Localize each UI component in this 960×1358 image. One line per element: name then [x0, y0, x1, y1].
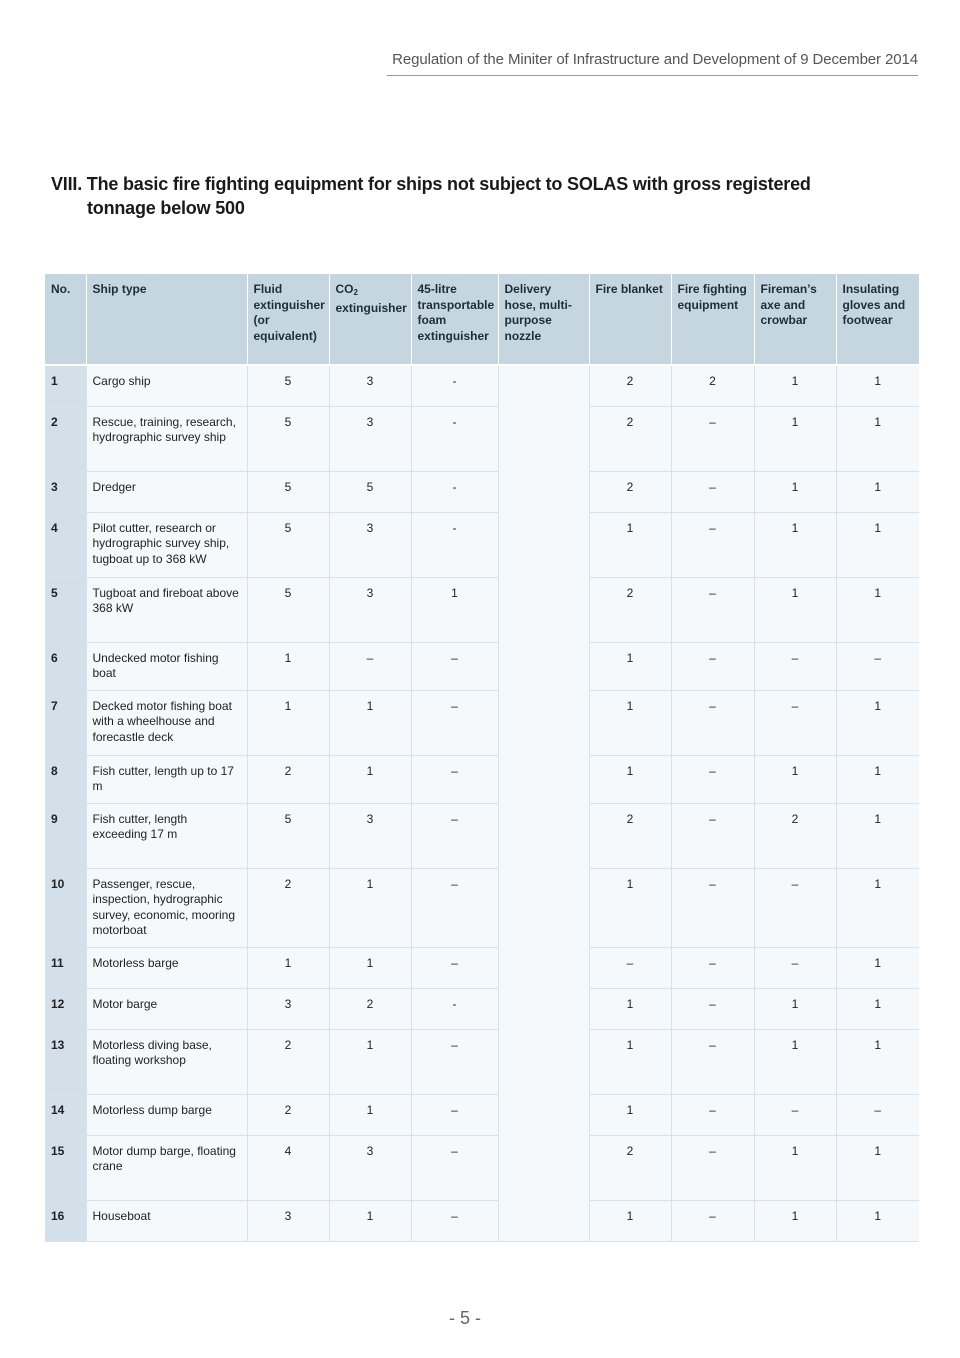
table-row — [45, 868, 919, 947]
col-header-hose: Delivery hose, multi-purpose nozzle — [498, 274, 589, 365]
fluid-cell: 5 — [247, 406, 329, 471]
blanket-cell: 1 — [589, 755, 671, 803]
header-rule — [387, 75, 918, 76]
co2-subscript: 2 — [353, 288, 358, 297]
col-header-ship-type: Ship type — [86, 274, 247, 365]
table-row — [45, 1135, 919, 1200]
blanket-cell: 2 — [589, 365, 671, 406]
blanket-cell: 1 — [589, 988, 671, 1029]
ship-type-cell: Decked motor fishing boat with a wheelhouse and forecastle deck — [86, 690, 247, 755]
fluid-cell: 5 — [247, 577, 329, 642]
fighting-cell: – — [671, 1200, 754, 1241]
gloves-cell: 1 — [836, 512, 919, 577]
col-header-no: No. — [45, 274, 86, 365]
table-row — [45, 365, 919, 406]
foam-cell: – — [411, 868, 498, 947]
co2-cell: 3 — [329, 1135, 411, 1200]
gloves-cell: 1 — [836, 803, 919, 868]
ship-type-cell: Fish cutter, length up to 17 m — [86, 755, 247, 803]
blanket-cell: 2 — [589, 803, 671, 868]
ship-type-cell: Rescue, training, research, hydrographic survey ship — [86, 406, 247, 471]
section-title — [51, 172, 811, 220]
table-row — [45, 803, 919, 868]
equipment-table — [45, 274, 919, 1242]
co2-cell: 1 — [329, 1094, 411, 1135]
axe-cell: – — [754, 642, 836, 690]
row-number: 3 — [45, 471, 86, 512]
ship-type-cell: Undecked motor fishing boat — [86, 642, 247, 690]
axe-cell: 1 — [754, 1029, 836, 1094]
axe-cell: 1 — [754, 988, 836, 1029]
row-number: 6 — [45, 642, 86, 690]
axe-cell: 1 — [754, 1200, 836, 1241]
fluid-cell: 4 — [247, 1135, 329, 1200]
blanket-cell: 1 — [589, 512, 671, 577]
axe-cell: 1 — [754, 1135, 836, 1200]
fighting-cell: 2 — [671, 365, 754, 406]
blanket-cell: 1 — [589, 1029, 671, 1094]
fluid-cell: 2 — [247, 868, 329, 947]
foam-cell: - — [411, 512, 498, 577]
axe-cell: – — [754, 1094, 836, 1135]
ship-type-cell: Motorless barge — [86, 947, 247, 988]
co2-cell: 1 — [329, 868, 411, 947]
col-header-gloves: Insulating gloves and footwear — [836, 274, 919, 365]
row-number: 16 — [45, 1200, 86, 1241]
foam-cell: – — [411, 1029, 498, 1094]
gloves-cell: 1 — [836, 690, 919, 755]
table-row — [45, 690, 919, 755]
table-row — [45, 1200, 919, 1241]
blanket-cell: – — [589, 947, 671, 988]
foam-cell: – — [411, 947, 498, 988]
co2-cell: 5 — [329, 471, 411, 512]
foam-cell: – — [411, 1200, 498, 1241]
axe-cell: – — [754, 690, 836, 755]
section-title-line2: tonnage below 500 — [87, 198, 245, 218]
ship-type-cell: Motorless diving base, floating workshop — [86, 1029, 247, 1094]
foam-cell: - — [411, 406, 498, 471]
delivery-hose-merged-cell — [498, 365, 589, 1241]
fighting-cell: – — [671, 1135, 754, 1200]
fighting-cell: – — [671, 690, 754, 755]
fighting-cell: – — [671, 406, 754, 471]
table-row — [45, 577, 919, 642]
foam-cell: – — [411, 690, 498, 755]
foam-cell: - — [411, 471, 498, 512]
co2-cell: 1 — [329, 690, 411, 755]
fighting-cell: – — [671, 988, 754, 1029]
col-header-fighting: Fire fighting equipment — [671, 274, 754, 365]
document-header: Regulation of the Miniter of Infrastructure and Development of 9 December 2014 — [392, 51, 918, 68]
foam-cell: – — [411, 1094, 498, 1135]
gloves-cell: 1 — [836, 1200, 919, 1241]
row-number: 10 — [45, 868, 86, 947]
co2-label: CO — [335, 282, 354, 296]
blanket-cell: 1 — [589, 1094, 671, 1135]
axe-cell: 1 — [754, 577, 836, 642]
co2-label-rest: extinguisher — [335, 300, 407, 315]
co2-cell: 3 — [329, 406, 411, 471]
row-number: 8 — [45, 755, 86, 803]
table-row — [45, 471, 919, 512]
row-number: 7 — [45, 690, 86, 755]
col-header-axe: Fireman’s axe and crowbar — [754, 274, 836, 365]
co2-cell: 1 — [329, 947, 411, 988]
foam-cell: - — [411, 988, 498, 1029]
fighting-cell: – — [671, 868, 754, 947]
axe-cell: – — [754, 868, 836, 947]
co2-cell: 1 — [329, 1200, 411, 1241]
ship-type-cell: Cargo ship — [86, 365, 247, 406]
gloves-cell: 1 — [836, 471, 919, 512]
col-header-co2 — [329, 274, 411, 365]
ship-type-cell: Dredger — [86, 471, 247, 512]
fighting-cell: – — [671, 755, 754, 803]
foam-cell: – — [411, 803, 498, 868]
table-row — [45, 642, 919, 690]
co2-cell: – — [329, 642, 411, 690]
blanket-cell: 1 — [589, 868, 671, 947]
ship-type-cell: Houseboat — [86, 1200, 247, 1241]
gloves-cell: 1 — [836, 1135, 919, 1200]
co2-cell: 1 — [329, 755, 411, 803]
axe-cell: 1 — [754, 512, 836, 577]
fluid-cell: 3 — [247, 1200, 329, 1241]
col-header-blanket: Fire blanket — [589, 274, 671, 365]
fluid-cell: 2 — [247, 1029, 329, 1094]
gloves-cell: 1 — [836, 947, 919, 988]
ship-type-cell: Pilot cutter, research or hydrographic survey ship, tugboat up to 368 kW — [86, 512, 247, 577]
axe-cell: 1 — [754, 471, 836, 512]
blanket-cell: 1 — [589, 642, 671, 690]
row-number: 1 — [45, 365, 86, 406]
blanket-cell: 2 — [589, 1135, 671, 1200]
table-row — [45, 512, 919, 577]
table-row — [45, 1029, 919, 1094]
co2-cell: 3 — [329, 512, 411, 577]
fluid-cell: 5 — [247, 803, 329, 868]
ship-type-cell: Tugboat and fireboat above 368 kW — [86, 577, 247, 642]
row-number: 11 — [45, 947, 86, 988]
ship-type-cell: Passenger, rescue, inspection, hydrographic survey, economic, mooring motorboat — [86, 868, 247, 947]
fluid-cell: 5 — [247, 512, 329, 577]
gloves-cell: 1 — [836, 1029, 919, 1094]
table-row — [45, 1094, 919, 1135]
ship-type-cell: Motorless dump barge — [86, 1094, 247, 1135]
co2-cell: 3 — [329, 577, 411, 642]
fluid-cell: 1 — [247, 642, 329, 690]
gloves-cell: 1 — [836, 755, 919, 803]
blanket-cell: 1 — [589, 1200, 671, 1241]
row-number: 13 — [45, 1029, 86, 1094]
gloves-cell: 1 — [836, 988, 919, 1029]
gloves-cell: 1 — [836, 868, 919, 947]
table-row — [45, 988, 919, 1029]
axe-cell: 1 — [754, 365, 836, 406]
fluid-cell: 2 — [247, 1094, 329, 1135]
fluid-cell: 3 — [247, 988, 329, 1029]
foam-cell: 1 — [411, 577, 498, 642]
co2-cell: 2 — [329, 988, 411, 1029]
fighting-cell: – — [671, 1094, 754, 1135]
section-title-line1: VIII. The basic fire fighting equipment for ships not subject to SOLAS with gross registered — [51, 174, 811, 194]
col-header-fluid: Fluid extinguisher (or equivalent) — [247, 274, 329, 365]
foam-cell: – — [411, 755, 498, 803]
co2-cell: 1 — [329, 1029, 411, 1094]
blanket-cell: 2 — [589, 406, 671, 471]
col-header-foam: 45-litre transportable foam extinguisher — [411, 274, 498, 365]
table-row — [45, 406, 919, 471]
axe-cell: 1 — [754, 406, 836, 471]
axe-cell: – — [754, 947, 836, 988]
blanket-cell: 2 — [589, 577, 671, 642]
row-number: 2 — [45, 406, 86, 471]
gloves-cell: 1 — [836, 365, 919, 406]
gloves-cell: – — [836, 642, 919, 690]
co2-cell: 3 — [329, 365, 411, 406]
ship-type-cell: Motor dump barge, floating crane — [86, 1135, 247, 1200]
fluid-cell: 2 — [247, 755, 329, 803]
fighting-cell: – — [671, 947, 754, 988]
table-header-row — [45, 274, 919, 365]
fluid-cell: 1 — [247, 690, 329, 755]
table-row — [45, 947, 919, 988]
fighting-cell: – — [671, 803, 754, 868]
row-number: 4 — [45, 512, 86, 577]
co2-cell: 3 — [329, 803, 411, 868]
axe-cell: 1 — [754, 755, 836, 803]
fighting-cell: – — [671, 471, 754, 512]
ship-type-cell: Motor barge — [86, 988, 247, 1029]
foam-cell: – — [411, 642, 498, 690]
fluid-cell: 1 — [247, 947, 329, 988]
row-number: 12 — [45, 988, 86, 1029]
fluid-cell: 5 — [247, 471, 329, 512]
fighting-cell: – — [671, 577, 754, 642]
table-row — [45, 755, 919, 803]
fighting-cell: – — [671, 512, 754, 577]
ship-type-cell: Fish cutter, length exceeding 17 m — [86, 803, 247, 868]
page-number: - 5 - — [448, 1308, 481, 1328]
foam-cell: – — [411, 1135, 498, 1200]
blanket-cell: 1 — [589, 690, 671, 755]
row-number: 14 — [45, 1094, 86, 1135]
blanket-cell: 2 — [589, 471, 671, 512]
row-number: 15 — [45, 1135, 86, 1200]
gloves-cell: – — [836, 1094, 919, 1135]
row-number: 5 — [45, 577, 86, 642]
axe-cell: 2 — [754, 803, 836, 868]
row-number: 9 — [45, 803, 86, 868]
foam-cell: - — [411, 365, 498, 406]
gloves-cell: 1 — [836, 577, 919, 642]
fluid-cell: 5 — [247, 365, 329, 406]
fighting-cell: – — [671, 1029, 754, 1094]
fighting-cell: – — [671, 642, 754, 690]
gloves-cell: 1 — [836, 406, 919, 471]
